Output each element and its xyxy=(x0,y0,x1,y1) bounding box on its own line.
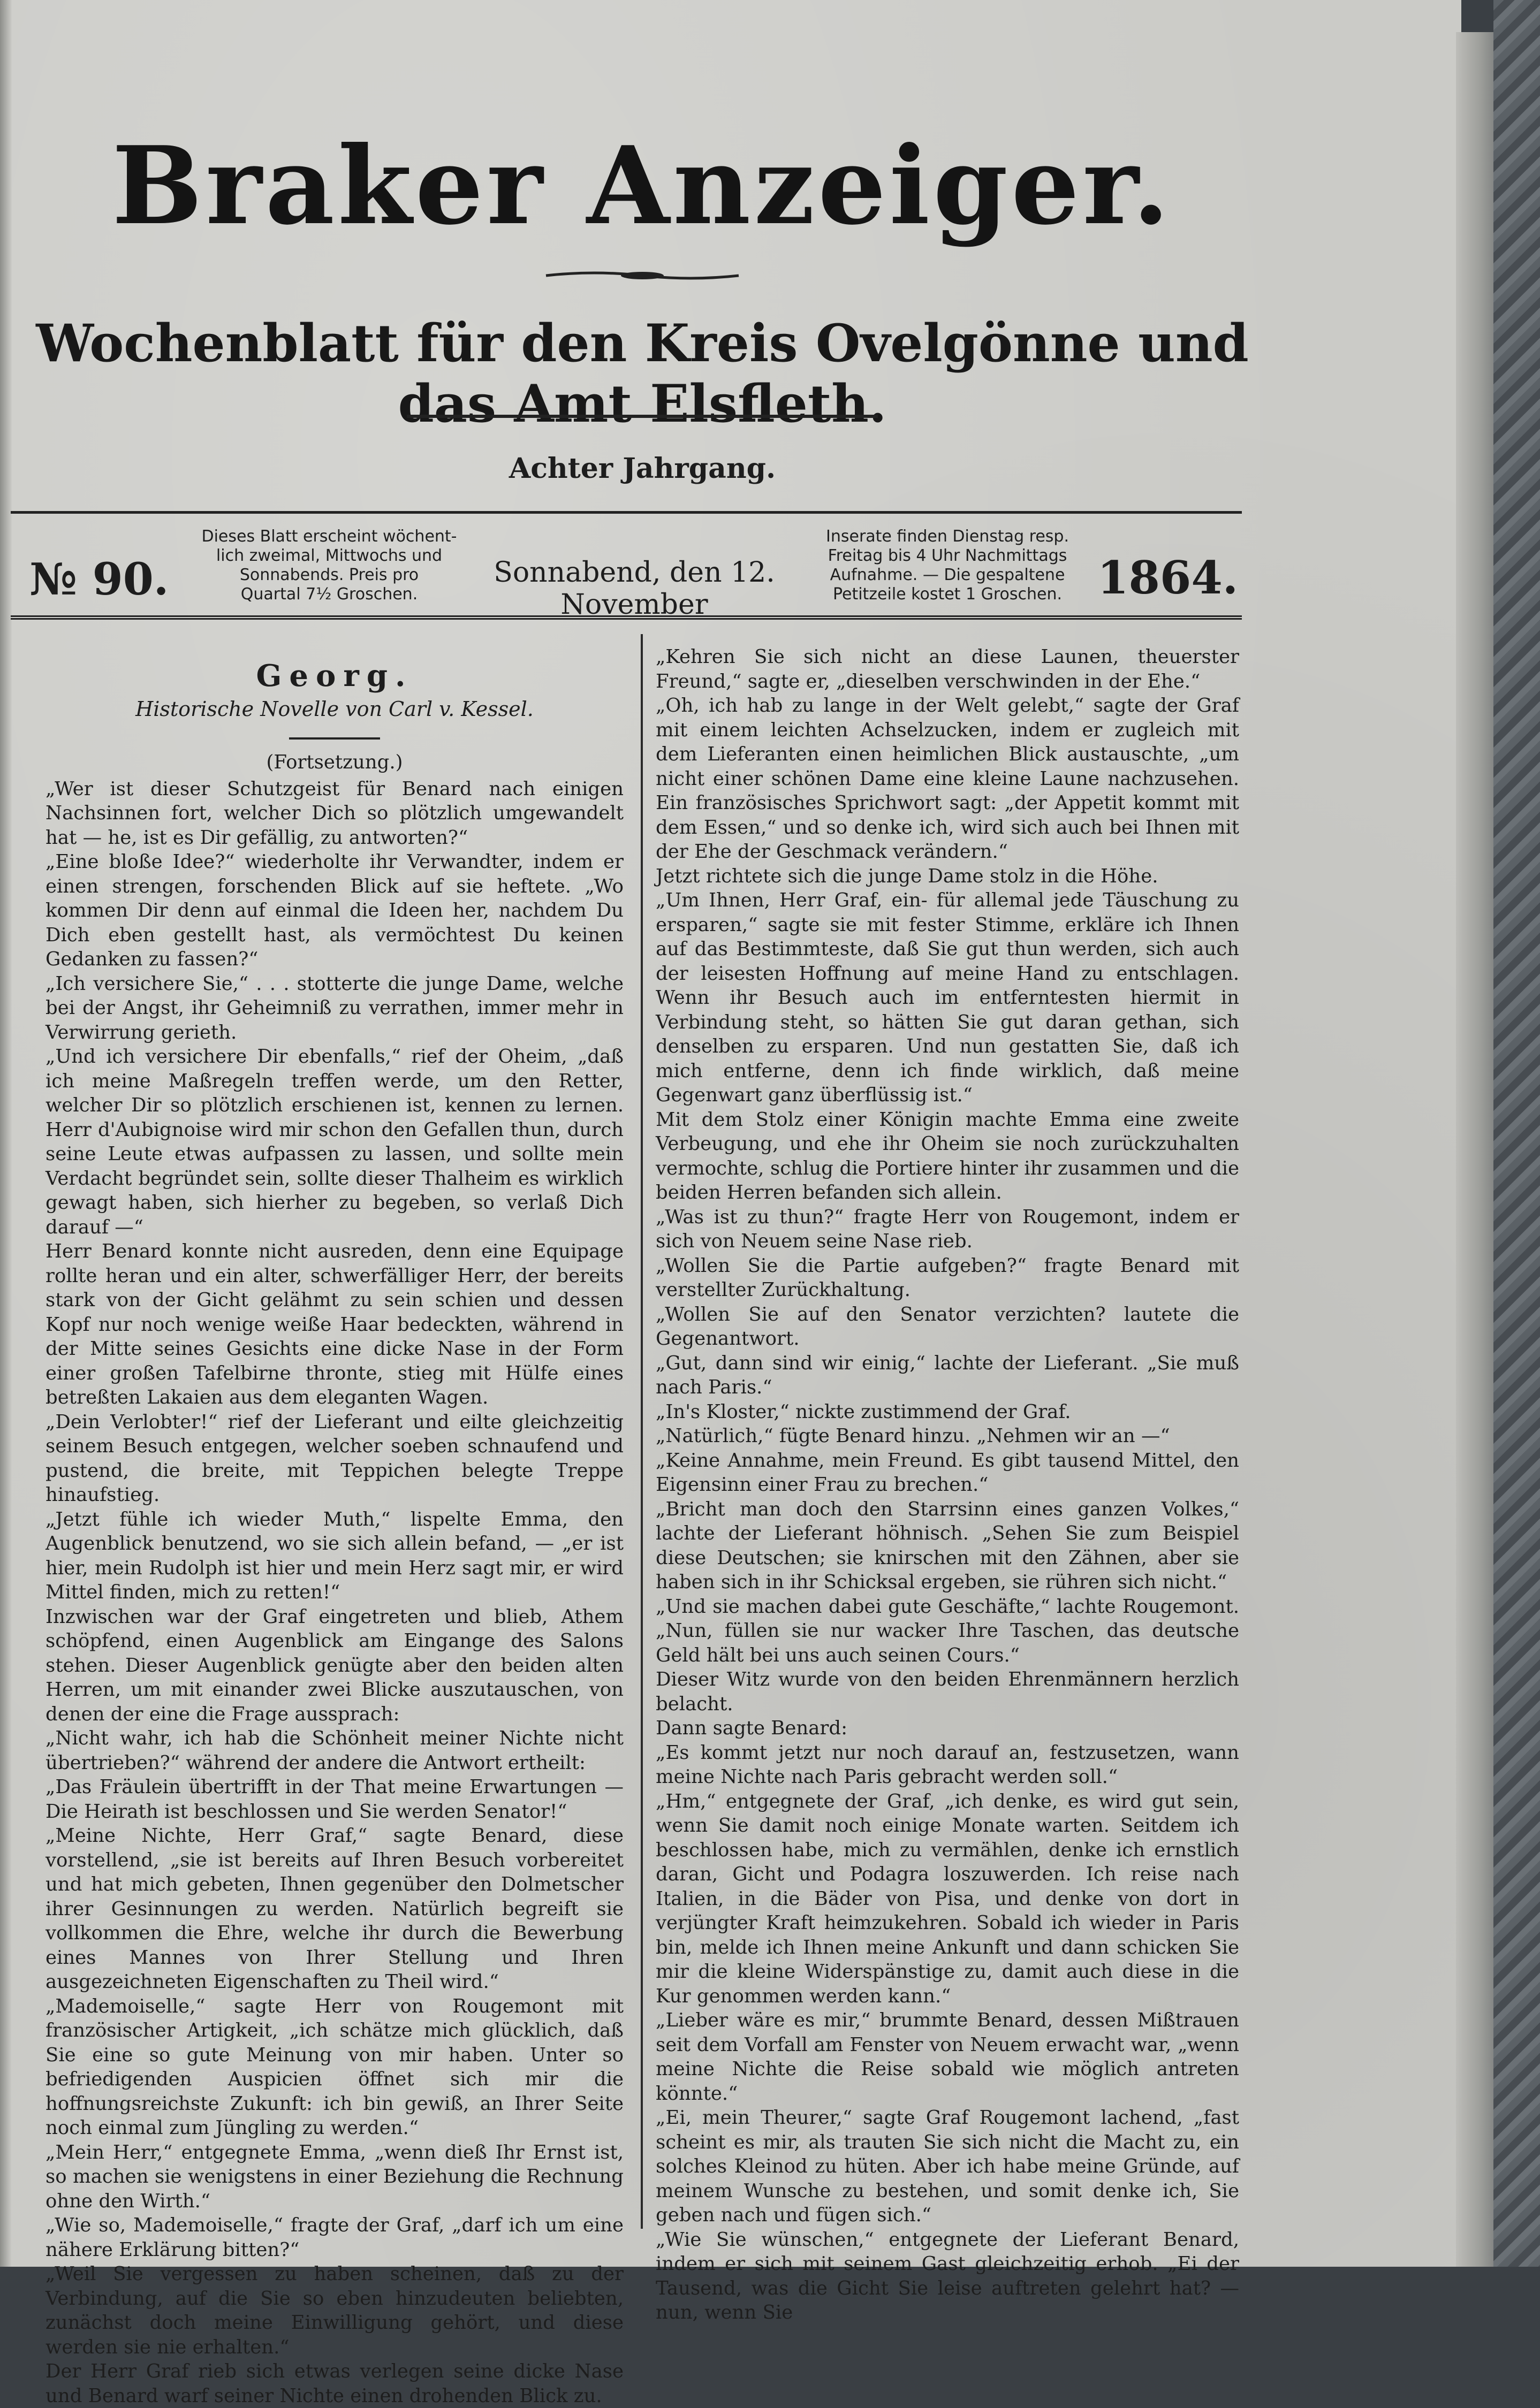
publication-note-line: Quartal 7½ Groschen. xyxy=(193,585,466,604)
article-paragraph: „Kehren Sie sich nicht an diese Launen, theuerster Freund,“ sagte er, „dieselben verschwinden in der Ehe.“ xyxy=(656,645,1239,694)
article-paragraph: „In's Kloster,“ nickte zustimmend der Graf. xyxy=(656,1400,1239,1424)
masthead-subtitle: Wochenblatt für den Kreis Ovelgönne und das Amt Elsfleth. xyxy=(11,313,1274,434)
issue-bar-bottom-rule xyxy=(11,615,1242,620)
article-paragraph: „Jetzt fühle ich wieder Muth,“ lispelte Emma, den Augenblick benutzend, wo sie sich allein befand, — „er ist hier, mein Rudolph ist hier und mein Herz sagt mir, er wird Mittel finden, mich zu retten!“ xyxy=(45,1507,624,1605)
publication-note xyxy=(193,527,466,604)
article-paragraph: „Das Fräulein übertrifft in der That meine Erwartungen — Die Heirath ist beschlossen und Sie werden Senator!“ xyxy=(45,1775,624,1824)
advertising-note-line: Inserate finden Dienstag resp. xyxy=(803,527,1092,546)
issue-year: 1864. xyxy=(1097,551,1238,604)
article-paragraph: „Weil Sie vergessen zu haben scheinen, daß zu der Verbindung, auf die Sie so eben hinzudeuten beliebten, zunächst doch meine Einwilligung gehört, und diese werden sie nie erhalten.“ xyxy=(45,2262,624,2359)
article-paragraph: „Mein Herr,“ entgegnete Emma, „wenn dieß Ihr Ernst ist, so machen sie wenigstens in einer Beziehung die Rechnung ohne den Wirth.“ xyxy=(45,2140,624,2214)
article-paragraph: „Nicht wahr, ich hab die Schönheit meiner Nichte nicht übertrieben?“ während der andere die Antwort ertheilt: xyxy=(45,1726,624,1775)
issue-date: Sonnabend, den 12. November xyxy=(468,557,800,621)
advertising-note-line: Petitzeile kostet 1 Groschen. xyxy=(803,585,1092,604)
article-paragraph: „Was ist zu thun?“ fragte Herr von Rougemont, indem er sich von Neuem seine Nase rieb. xyxy=(656,1205,1239,1254)
advertising-note-line: Aufnahme. — Die gespaltene xyxy=(803,566,1092,585)
article-paragraph: „Gut, dann sind wir einig,“ lachte der Lieferant. „Sie muß nach Paris.“ xyxy=(656,1351,1239,1400)
masthead-title: Braker Anzeiger. xyxy=(0,123,1285,249)
article-paragraph: „Eine bloße Idee?“ wiederholte ihr Verwandter, indem er einen strengen, forschenden Blick auf sie heftete. „Wo kommen Dir denn auf einmal die Ideen her, nachdem Du Dich eben gestellt hast, als vermöchtest Du keinen Gedanken zu fassen?“ xyxy=(45,850,624,972)
article-paragraph: „Wie so, Mademoiselle,“ fragte der Graf, „darf ich um eine nähere Erklärung bitten?“ xyxy=(45,2213,624,2262)
issue-bar-top-rule xyxy=(11,511,1242,514)
article-paragraph: Jetzt richtete sich die junge Dame stolz in die Höhe. xyxy=(656,864,1239,889)
continued-note: (Fortsetzung.) xyxy=(45,750,624,775)
article-paragraph: „Keine Annahme, mein Freund. Es gibt tausend Mittel, den Eigensinn einer Frau zu brechen.“ xyxy=(656,1449,1239,1497)
article-paragraph: „Wollen Sie auf den Senator verzichten? lautete die Gegenantwort. xyxy=(656,1302,1239,1351)
article-paragraph: „Und ich versichere Dir ebenfalls,“ rief der Oheim, „daß ich meine Maßregeln treffen werde, um den Retter, welcher Dir so plötzlich erschienen ist, kennen zu lernen. Herr d'Aubignoise wird mir schon den Gefallen thun, durch seine Leute etwas aufpassen zu lassen, und sollte mein Verdacht begründet sein, sollte dieser Thalheim es wirklich gewagt haben, sich hierher zu begeben, so verlaß Dich darauf —“ xyxy=(45,1045,624,1239)
article-byline: Historische Novelle von Carl v. Kessel. xyxy=(45,696,624,722)
article-paragraph: „Meine Nichte, Herr Graf,“ sagte Benard, diese vorstellend, „sie ist bereits auf Ihren Besuch vorbereitet und hat mich gebeten, Ihnen gegenüber den Dolmetscher ihrer Gesinnungen zu werden. Natürlich begreift sie vollkommen die Ehre, welche ihr durch die Bewerbung eines Mannes von Ihrer Stellung und Ihren ausgezeichneten Eigenschaften zu Theil wird.“ xyxy=(45,1824,624,1994)
article-paragraph: „Bricht man doch den Starrsinn eines ganzen Volkes,“ lachte der Lieferant höhnisch. „Sehen Sie zum Beispiel diese Deutschen; sie knirschen mit den Zähnen, aber sie haben sich in ihr Schicksal ergeben, sie rühren sich nicht.“ xyxy=(656,1497,1239,1595)
article-paragraph: „Dein Verlobter!“ rief der Lieferant und eilte gleichzeitig seinem Besuch entgegen, welcher soeben schnaufend und pustend, die breite, mit Teppichen belegte Treppe hinaufstieg. xyxy=(45,1410,624,1507)
masthead-ornament xyxy=(546,265,739,286)
volume-line: Achter Jahrgang. xyxy=(0,452,1285,485)
article-paragraph: „Hm,“ entgegnete der Graf, „ich denke, es wird gut sein, wenn Sie damit noch einige Monate warten. Seitdem ich beschlossen habe, mich zu vermählen, denke ich ernstlich daran, Gicht und Podagra loszuwerden. Ich reise nach Italien, in die Bäder von Pisa, und denke von dort in verjüngter Kraft heimzukehren. Sobald ich wieder in Paris bin, melde ich Ihnen meine Ankunft und dann schicken Sie mir die kleine Widerspänstige zu, damit auch diese in die Kur genommen werden kann.“ xyxy=(656,1789,1239,2009)
article-paragraph: „Um Ihnen, Herr Graf, ein- für allemal jede Täuschung zu ersparen,“ sagte sie mit fester Stimme, erkläre ich Ihnen auf das Bestimmteste, daß Sie gut thun werden, sich auch der leisesten Hoffnung auf meine Hand zu entschlagen. Wenn ihr Besuch auch im entferntesten hiermit in Verbindung steht, so hätten Sie gut daran gethan, sich denselben zu ersparen. Und nun gestatten Sie, daß ich mich entferne, denn ich finde wirklich, daß meine Gegenwart ganz überflüssig ist.“ xyxy=(656,888,1239,1108)
publication-note-line: Sonnabends. Preis pro xyxy=(193,566,466,585)
advertising-note xyxy=(803,527,1092,604)
article-paragraph: „Und sie machen dabei gute Geschäfte,“ lachte Rougemont. „Nun, füllen sie nur wacker Ihre Taschen, das deutsche Geld hält bei uns auch seinen Cours.“ xyxy=(656,1595,1239,1668)
book-binding xyxy=(1493,0,1540,2267)
masthead-rule xyxy=(407,415,878,418)
issue-number: № 90. xyxy=(29,554,169,605)
column-divider xyxy=(641,634,643,2229)
publication-note-line: Dieses Blatt erscheint wöchent- xyxy=(193,527,466,546)
advertising-note-line: Freitag bis 4 Uhr Nachmittags xyxy=(803,546,1092,566)
publication-note-line: lich zweimal, Mittwochs und xyxy=(193,546,466,566)
article-paragraph: Dann sagte Benard: xyxy=(656,1716,1239,1741)
article-paragraph: „Wie Sie wünschen,“ entgegnete der Lieferant Benard, indem er sich mit seinem Gast gleichzeitig erhob. „Ei der Tausend, was die Gicht Sie leise auftreten gelehrt hat? — nun, wenn Sie xyxy=(656,2228,1239,2325)
left-paragraphs xyxy=(45,777,624,2408)
article-paragraph: „Oh, ich hab zu lange in der Welt gelebt,“ sagte der Graf mit einem leichten Achselzucken, indem er zugleich mit dem Lieferanten einen heimlichen Blick austauschte, „um nicht einer schönen Dame eine kleine Laune nachzusehen. Ein französisches Sprichwort sagt: „der Appetit kommt mit dem Essen,“ und so denke ich, wird sich auch bei Ihnen mit der Ehe der Geschmack verändern.“ xyxy=(656,694,1239,864)
article-right-column xyxy=(656,645,1239,2325)
article-paragraph: Inzwischen war der Graf eingetreten und blieb, Athem schöpfend, einen Augenblick am Eingange des Salons stehen. Dieser Augenblick genügte aber den beiden alten Herren, um mit einander zwei Blicke auszutauschen, von denen der eine die Frage aussprach: xyxy=(45,1605,624,1727)
article-paragraph: Mit dem Stolz einer Königin machte Emma eine zweite Verbeugung, und ehe ihr Oheim sie noch zurückzuhalten vermochte, schlug die Portiere hinter ihr zusammen und die beiden Herren befanden sich allein. xyxy=(656,1108,1239,1205)
article-paragraph: „Wer ist dieser Schutzgeist für Benard nach einigen Nachsinnen fort, welcher Dich so plötzlich umgewandelt hat — he, ist es Dir gefällig, zu antworten?“ xyxy=(45,777,624,850)
article-paragraph: Der Herr Graf rieb sich etwas verlegen seine dicke Nase und Benard warf seiner Nichte einen drohenden Blick zu. xyxy=(45,2359,624,2408)
article-paragraph: „Ei, mein Theurer,“ sagte Graf Rougemont lachend, „fast scheint es mir, als trauten Sie sich nicht die Macht zu, ein solches Kleinod zu hüten. Aber ich habe meine Gründe, auf meinem Wunsche zu bestehen, und somit denke ich, Sie geben nach und fügen sich.“ xyxy=(656,2106,1239,2228)
article-rule xyxy=(289,737,380,740)
article-paragraph: „Natürlich,“ fügte Benard hinzu. „Nehmen wir an —“ xyxy=(656,1424,1239,1449)
right-paragraphs xyxy=(656,645,1239,2325)
article-paragraph: Dieser Witz wurde von den beiden Ehrenmännern herzlich belacht. xyxy=(656,1667,1239,1716)
article-paragraph: „Mademoiselle,“ sagte Herr von Rougemont mit französischer Artigkeit, „ich schätze mich glücklich, daß Sie eine so gute Meinung von mir haben. Unter so befriedigenden Auspicien öffnet sich mir die hoffnungsreichste Zukunft: ich bin gewiß, an Ihrer Seite noch einmal zum Jüngling zu werden.“ xyxy=(45,1994,624,2140)
article-title: Georg. xyxy=(45,658,624,694)
article-paragraph: „Ich versichere Sie,“ . . . stotterte die junge Dame, welche bei der Angst, ihr Geheimniß zu verrathen, immer mehr in Verwirrung gerieth. xyxy=(45,972,624,1045)
article-left-column xyxy=(45,658,624,2408)
article-paragraph: „Es kommt jetzt nur noch darauf an, festzusetzen, wann meine Nichte nach Paris gebracht werden soll.“ xyxy=(656,1741,1239,1789)
page-gutter xyxy=(0,0,12,2267)
article-paragraph: „Lieber wäre es mir,“ brummte Benard, dessen Mißtrauen seit dem Vorfall am Fenster von Neuem erwacht war, „wenn meine Nichte die Reise sobald wie möglich antreten könnte.“ xyxy=(656,2008,1239,2106)
article-paragraph: Herr Benard konnte nicht ausreden, denn eine Equipage rollte heran und ein alter, schwerfälliger Herr, der bereits stark von der Gicht gelähmt zu sein schien und dessen Kopf nur noch wenige weiße Haar bedeckten, während in der Mitte seines Gesichts eine dicke Nase in der Form einer großen Tafelbirne thronte, stieg mit Hülfe eines betreßten Lakaien aus dem eleganten Wagen. xyxy=(45,1239,624,1410)
article-paragraph: „Wollen Sie die Partie aufgeben?“ fragte Benard mit verstellter Zurückhaltung. xyxy=(656,1254,1239,1302)
